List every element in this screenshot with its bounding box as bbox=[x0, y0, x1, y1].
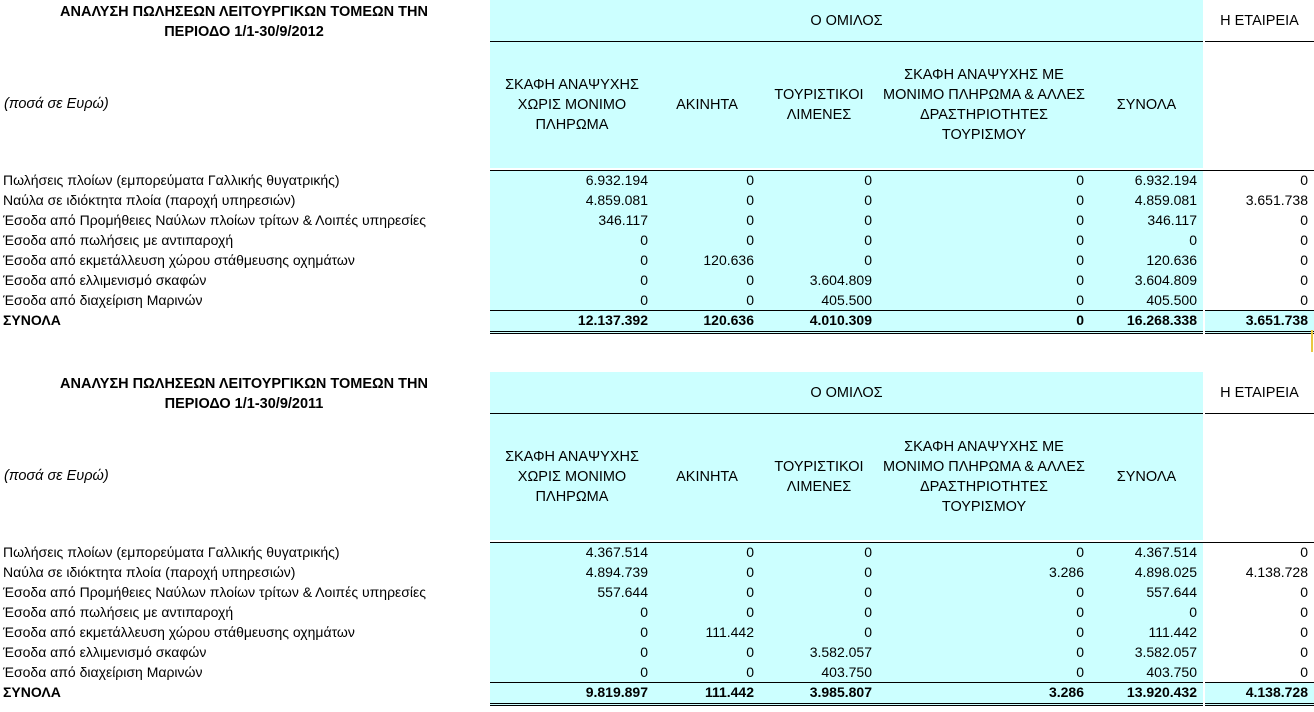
table-row bbox=[0, 662, 1314, 682]
row-value-col-3: 0 bbox=[864, 624, 872, 640]
cell-selection-marker bbox=[1311, 330, 1313, 352]
row-value-col-3: 3.985.807 bbox=[809, 684, 872, 700]
amounts-note: (ποσά σε Ευρώ) bbox=[4, 468, 109, 484]
row-value-col-1: 0 bbox=[640, 604, 648, 620]
row-label: Πωλήσεις πλοίων (εμπορεύματα Γαλλικής θυγατρικής) bbox=[3, 544, 340, 560]
row-value-col-3: 403.750 bbox=[821, 664, 872, 680]
row-value-col-6: 0 bbox=[1300, 624, 1308, 640]
row-value-col-4: 0 bbox=[1076, 172, 1084, 188]
row-value-col-5: 405.500 bbox=[1146, 292, 1197, 308]
row-value-col-3: 0 bbox=[864, 212, 872, 228]
table-row bbox=[0, 642, 1314, 662]
row-value-col-1: 0 bbox=[640, 292, 648, 308]
row-value-col-3: 0 bbox=[864, 564, 872, 580]
row-value-col-4: 0 bbox=[1076, 192, 1084, 208]
row-label: Ναύλα σε ιδιόκτητα πλοία (παροχή υπηρεσιών) bbox=[3, 192, 296, 208]
row-value-col-6: 0 bbox=[1300, 232, 1308, 248]
row-value-col-1: 9.819.897 bbox=[585, 684, 648, 700]
column-header-text: ΑΚΙΝΗΤΑ bbox=[676, 469, 738, 485]
row-value-col-1: 4.367.514 bbox=[585, 544, 648, 560]
table-row bbox=[0, 250, 1314, 270]
row-value-col-1: 4.894.739 bbox=[585, 564, 648, 580]
row-value-col-2: 0 bbox=[746, 604, 754, 620]
row-value-col-2: 0 bbox=[746, 232, 754, 248]
table-body bbox=[0, 170, 1314, 330]
row-value-col-5: 346.117 bbox=[1147, 212, 1197, 228]
row-value-col-5: 6.932.194 bbox=[1134, 172, 1197, 188]
row-value-col-1: 346.117 bbox=[598, 212, 648, 228]
row-value-col-6: 0 bbox=[1300, 172, 1308, 188]
column-header-2 bbox=[654, 414, 760, 540]
row-value-col-5: 403.750 bbox=[1146, 664, 1197, 680]
table-row bbox=[0, 582, 1314, 602]
column-header-3 bbox=[760, 42, 878, 168]
column-header-text: ΣΚΑΦΗ ΑΝΑΨΥΧΗΣ ΧΩΡΙΣ ΜΟΝΙΜΟ ΠΛΗΡΩΜΑ bbox=[505, 77, 639, 133]
row-value-col-6: 0 bbox=[1300, 664, 1308, 680]
company-header: Η ΕΤΑΙΡΕΙΑ bbox=[1205, 372, 1314, 414]
column-header-5 bbox=[1090, 42, 1203, 168]
row-value-col-2: 0 bbox=[746, 272, 754, 288]
row-value-col-2: 120.636 bbox=[703, 312, 754, 328]
table-body bbox=[0, 542, 1314, 702]
row-value-col-2: 0 bbox=[746, 544, 754, 560]
row-value-col-1: 6.932.194 bbox=[585, 172, 648, 188]
row-value-col-2: 0 bbox=[746, 564, 754, 580]
column-header-text: ΣΥΝΟΛΑ bbox=[1116, 97, 1177, 113]
row-value-col-1: 0 bbox=[640, 664, 648, 680]
row-value-col-3: 0 bbox=[864, 232, 872, 248]
group-header: Ο ΟΜΙΛΟΣ bbox=[490, 0, 1203, 42]
row-value-col-1: 557.644 bbox=[597, 584, 648, 600]
column-header-2 bbox=[654, 42, 760, 168]
row-value-col-6: 3.651.738 bbox=[1245, 312, 1308, 328]
company-column-header bbox=[1205, 42, 1314, 168]
sales-table-2 bbox=[0, 372, 1314, 712]
column-header-text: ΣΥΝΟΛΑ bbox=[1116, 469, 1177, 485]
row-value-col-3: 0 bbox=[864, 544, 872, 560]
row-value-col-5: 3.604.809 bbox=[1134, 272, 1197, 288]
row-value-col-6: 0 bbox=[1300, 584, 1308, 600]
row-value-col-4: 0 bbox=[1076, 644, 1084, 660]
row-value-col-6: 0 bbox=[1300, 544, 1308, 560]
group-header: Ο ΟΜΙΛΟΣ bbox=[490, 372, 1203, 414]
table-row bbox=[0, 622, 1314, 642]
column-header-1 bbox=[490, 42, 654, 168]
column-header-text: ΤΟΥΡΙΣΤΙΚΟΙ ΛΙΜΕΝΕΣ bbox=[774, 87, 864, 123]
row-value-col-4: 0 bbox=[1076, 312, 1084, 328]
row-value-col-4: 0 bbox=[1076, 232, 1084, 248]
row-label: Πωλήσεις πλοίων (εμπορεύματα Γαλλικής θυγατρικής) bbox=[3, 172, 340, 188]
row-label: Έσοδα από εκμετάλλευση χώρου στάθμευσης οχημάτων bbox=[3, 624, 355, 640]
row-value-col-6: 3.651.738 bbox=[1245, 192, 1308, 208]
row-value-col-4: 0 bbox=[1076, 292, 1084, 308]
row-label: Έσοδα από Προμήθειες Ναύλων πλοίων τρίτων & Λοιπές υπηρεσίες bbox=[3, 584, 427, 600]
row-value-col-1: 4.859.081 bbox=[585, 192, 648, 208]
row-label: Έσοδα από ελλιμενισμό σκαφών bbox=[3, 644, 207, 660]
column-header-text: ΤΟΥΡΙΣΤΙΚΟΙ ΛΙΜΕΝΕΣ bbox=[774, 459, 864, 495]
row-value-col-4: 0 bbox=[1076, 624, 1084, 640]
row-label: Έσοδα από πωλήσεις με αντιπαροχή bbox=[3, 232, 234, 248]
row-value-col-1: 0 bbox=[640, 232, 648, 248]
row-value-col-4: 0 bbox=[1076, 664, 1084, 680]
row-label: Έσοδα από εκμετάλλευση χώρου στάθμευσης οχημάτων bbox=[3, 252, 355, 268]
row-value-col-3: 0 bbox=[864, 252, 872, 268]
row-label: Έσοδα από ελλιμενισμό σκαφών bbox=[3, 272, 207, 288]
column-header-5 bbox=[1090, 414, 1203, 540]
row-value-col-5: 13.920.432 bbox=[1126, 684, 1197, 700]
table-row bbox=[0, 542, 1314, 562]
row-value-col-2: 111.442 bbox=[705, 624, 754, 640]
row-value-col-6: 0 bbox=[1300, 604, 1308, 620]
row-value-col-4: 0 bbox=[1076, 604, 1084, 620]
row-label: Έσοδα από πωλήσεις με αντιπαροχή bbox=[3, 604, 234, 620]
amounts-note: (ποσά σε Ευρώ) bbox=[4, 96, 109, 112]
row-value-col-2: 0 bbox=[746, 212, 754, 228]
row-value-col-4: 0 bbox=[1076, 544, 1084, 560]
column-header-1 bbox=[490, 414, 654, 540]
column-header-3 bbox=[760, 414, 878, 540]
row-value-col-2: 111.442 bbox=[704, 684, 754, 700]
table-title-line-2: ΠΕΡΙΟΔΟ 1/1-30/9/2012 bbox=[164, 24, 324, 40]
row-label: ΣΥΝΟΛΑ bbox=[3, 684, 61, 700]
row-value-col-6: 0 bbox=[1300, 212, 1308, 228]
row-value-col-6: 0 bbox=[1300, 272, 1308, 288]
row-value-col-4: 3.286 bbox=[1048, 684, 1084, 700]
row-value-col-5: 0 bbox=[1189, 232, 1197, 248]
row-value-col-5: 557.644 bbox=[1146, 584, 1197, 600]
company-header: Η ΕΤΑΙΡΕΙΑ bbox=[1205, 0, 1314, 42]
row-value-col-2: 120.636 bbox=[703, 252, 754, 268]
row-value-col-3: 3.582.057 bbox=[809, 644, 872, 660]
row-value-col-6: 0 bbox=[1300, 252, 1308, 268]
row-value-col-6: 4.138.728 bbox=[1245, 684, 1308, 700]
row-value-col-1: 0 bbox=[640, 272, 648, 288]
row-value-col-5: 4.859.081 bbox=[1134, 192, 1197, 208]
row-value-col-4: 0 bbox=[1076, 272, 1084, 288]
table-title bbox=[0, 372, 488, 414]
table-row bbox=[0, 602, 1314, 622]
row-value-col-4: 0 bbox=[1076, 252, 1084, 268]
row-value-col-1: 0 bbox=[640, 252, 648, 268]
table-row bbox=[0, 170, 1314, 190]
column-header-4 bbox=[878, 42, 1090, 168]
row-value-col-2: 0 bbox=[746, 172, 754, 188]
row-value-col-5: 4.898.025 bbox=[1134, 564, 1197, 580]
row-value-col-2: 0 bbox=[746, 664, 754, 680]
column-header-text: ΣΚΑΦΗ ΑΝΑΨΥΧΗΣ ΜΕ ΜΟΝΙΜΟ ΠΛΗΡΩΜΑ & ΑΛΛΕΣ ΔΡΑΣΤΗΡΙΟΤΗΤΕΣ ΤΟΥΡΙΣΜΟΥ bbox=[883, 67, 1085, 143]
table-title-line-1: ΑΝΑΛΥΣΗ ΠΩΛΗΣΕΩΝ ΛΕΙΤΟΥΡΓΙΚΩΝ ΤΟΜΕΩΝ ΤΗΝ bbox=[60, 376, 428, 392]
row-value-col-3: 0 bbox=[864, 172, 872, 188]
row-value-col-5: 120.636 bbox=[1146, 252, 1197, 268]
row-value-col-3: 0 bbox=[864, 584, 872, 600]
row-value-col-1: 0 bbox=[640, 644, 648, 660]
table-row bbox=[0, 230, 1314, 250]
table-row bbox=[0, 210, 1314, 230]
row-value-col-1: 0 bbox=[640, 624, 648, 640]
row-label: Έσοδα από διαχείριση Μαρινών bbox=[3, 292, 203, 308]
row-value-col-4: 0 bbox=[1076, 584, 1084, 600]
row-label: Έσοδα από διαχείριση Μαρινών bbox=[3, 664, 203, 680]
table-title bbox=[0, 0, 488, 42]
row-value-col-3: 405.500 bbox=[821, 292, 872, 308]
column-header-text: ΣΚΑΦΗ ΑΝΑΨΥΧΗΣ ΜΕ ΜΟΝΙΜΟ ΠΛΗΡΩΜΑ & ΑΛΛΕΣ ΔΡΑΣΤΗΡΙΟΤΗΤΕΣ ΤΟΥΡΙΣΜΟΥ bbox=[883, 439, 1085, 515]
table-row bbox=[0, 562, 1314, 582]
row-value-col-3: 0 bbox=[864, 192, 872, 208]
row-value-col-5: 4.367.514 bbox=[1134, 544, 1197, 560]
row-value-col-6: 4.138.728 bbox=[1245, 564, 1308, 580]
total-row bbox=[0, 682, 1314, 702]
row-value-col-5: 0 bbox=[1189, 604, 1197, 620]
row-value-col-2: 0 bbox=[746, 584, 754, 600]
total-row bbox=[0, 310, 1314, 330]
row-value-col-5: 3.582.057 bbox=[1134, 644, 1197, 660]
row-value-col-4: 0 bbox=[1076, 212, 1084, 228]
row-label: Ναύλα σε ιδιόκτητα πλοία (παροχή υπηρεσιών) bbox=[3, 564, 296, 580]
row-value-col-3: 4.010.309 bbox=[809, 312, 872, 328]
row-label: ΣΥΝΟΛΑ bbox=[3, 312, 61, 328]
row-value-col-3: 0 bbox=[864, 604, 872, 620]
row-value-col-3: 3.604.809 bbox=[809, 272, 872, 288]
row-label: Έσοδα από Προμήθειες Ναύλων πλοίων τρίτων & Λοιπές υπηρεσίες bbox=[3, 212, 427, 228]
row-value-col-2: 0 bbox=[746, 644, 754, 660]
column-header-4 bbox=[878, 414, 1090, 540]
row-value-col-6: 0 bbox=[1300, 644, 1308, 660]
row-value-col-2: 0 bbox=[746, 292, 754, 308]
table-row bbox=[0, 290, 1314, 310]
table-row bbox=[0, 190, 1314, 210]
sales-table-1 bbox=[0, 0, 1314, 340]
table-row bbox=[0, 270, 1314, 290]
row-value-col-4: 3.286 bbox=[1048, 564, 1084, 580]
row-value-col-5: 16.268.338 bbox=[1126, 312, 1197, 328]
column-header-text: ΑΚΙΝΗΤΑ bbox=[676, 97, 738, 113]
table-title-line-1: ΑΝΑΛΥΣΗ ΠΩΛΗΣΕΩΝ ΛΕΙΤΟΥΡΓΙΚΩΝ ΤΟΜΕΩΝ ΤΗΝ bbox=[60, 4, 428, 20]
row-value-col-5: 111.442 bbox=[1148, 624, 1197, 640]
company-column-header bbox=[1205, 414, 1314, 540]
row-value-col-6: 0 bbox=[1300, 292, 1308, 308]
row-value-col-1: 12.137.392 bbox=[577, 312, 648, 328]
row-value-col-2: 0 bbox=[746, 192, 754, 208]
table-title-line-2: ΠΕΡΙΟΔΟ 1/1-30/9/2011 bbox=[164, 396, 324, 412]
column-header-text: ΣΚΑΦΗ ΑΝΑΨΥΧΗΣ ΧΩΡΙΣ ΜΟΝΙΜΟ ΠΛΗΡΩΜΑ bbox=[505, 449, 639, 505]
